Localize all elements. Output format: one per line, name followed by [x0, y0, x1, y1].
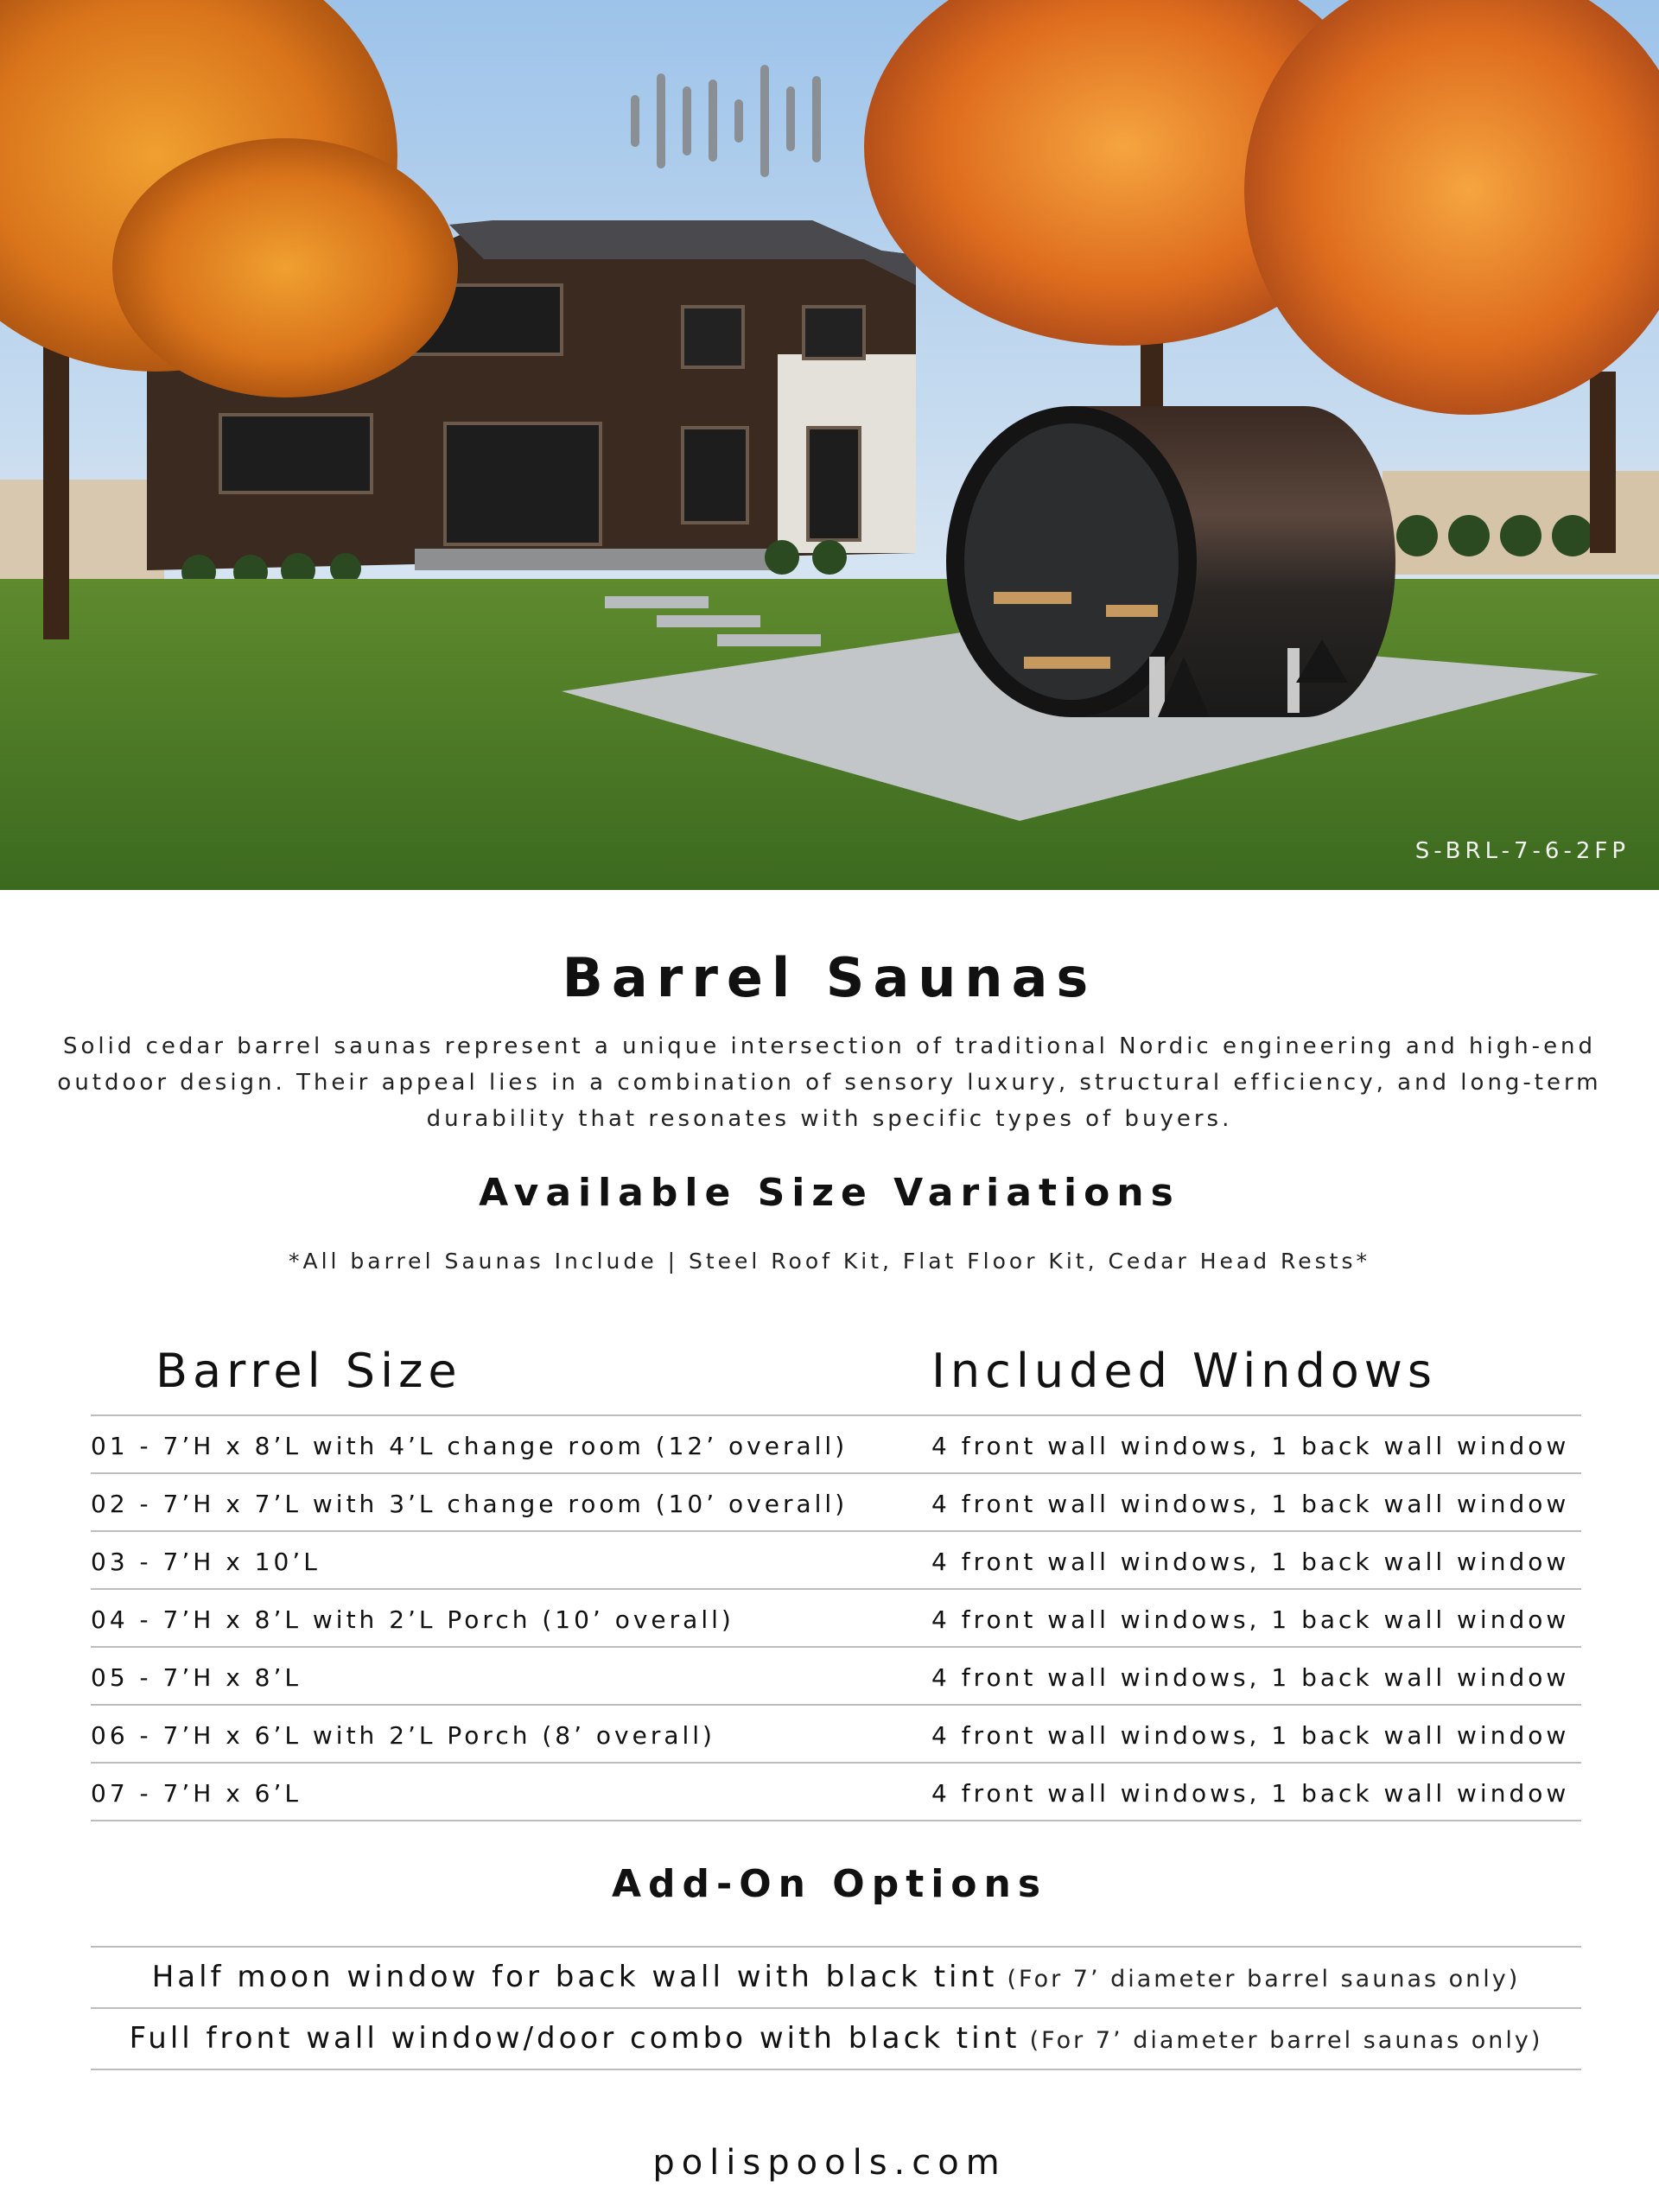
table-row	[91, 1706, 1581, 1764]
includes-note: *All barrel Saunas Include | Steel Roof Kit, Flat Floor Kit, Cedar Head Rests*	[288, 1249, 1371, 1274]
addon-note: (For 7’ diameter barrel saunas only)	[1007, 1966, 1521, 1993]
windows-cell: 4 front wall windows, 1 back wall window	[931, 1548, 1570, 1576]
table-header	[91, 1335, 1581, 1416]
windows-cell: 4 front wall windows, 1 back wall window	[931, 1605, 1570, 1634]
size-table	[91, 1335, 1581, 1821]
size-cell: 01 - 7’H x 8’L with 4’L change room (12’ overall)	[91, 1432, 849, 1460]
table-row	[91, 1416, 1581, 1474]
size-cell: 04 - 7’H x 8’L with 2’L Porch (10’ overall)	[91, 1605, 734, 1634]
size-cell: 06 - 7’H x 6’L with 2’L Porch (8’ overall)	[91, 1721, 715, 1750]
addon-item	[91, 1948, 1581, 2009]
barrel-sauna-photo	[0, 0, 1659, 890]
addons-heading: Add-On Options	[611, 1862, 1048, 1906]
size-cell: 03 - 7’H x 10’L	[91, 1548, 321, 1576]
size-cell: 02 - 7’H x 7’L with 3’L change room (10’ overall)	[91, 1490, 849, 1518]
windows-cell: 4 front wall windows, 1 back wall window	[931, 1663, 1570, 1692]
model-code: S-BRL-7-6-2FP	[1414, 838, 1630, 864]
table-row	[91, 1474, 1581, 1532]
addon-note: (For 7’ diameter barrel saunas only)	[1029, 2027, 1543, 2054]
hero-image	[0, 0, 1659, 890]
addons-list	[91, 1946, 1581, 2070]
intro-paragraph: Solid cedar barrel saunas represent a unique intersection of traditional Nordic engineering and high-end outdoor design. Their appeal lies in a combination of sensory luxury, structural efficiency, and long-term durability that resonates with specific types of buyers.	[57, 1033, 1602, 1132]
size-cell: 07 - 7’H x 6’L	[91, 1779, 302, 1808]
column-header-windows: Included Windows	[931, 1344, 1438, 1398]
windows-cell: 4 front wall windows, 1 back wall window	[931, 1490, 1570, 1518]
sizes-heading: Available Size Variations	[479, 1171, 1180, 1215]
addon-label: Half moon window for back wall with black tint	[151, 1960, 998, 1994]
footer-website[interactable]: polispools.com	[652, 2143, 1007, 2183]
addon-item	[91, 2009, 1581, 2070]
windows-cell: 4 front wall windows, 1 back wall window	[931, 1779, 1570, 1808]
table-row	[91, 1648, 1581, 1706]
size-cell: 05 - 7’H x 8’L	[91, 1663, 302, 1692]
windows-cell: 4 front wall windows, 1 back wall window	[931, 1432, 1570, 1460]
table-row	[91, 1764, 1581, 1821]
table-row	[91, 1532, 1581, 1590]
addon-label: Full front wall window/door combo with black tint	[129, 2021, 1020, 2056]
windows-cell: 4 front wall windows, 1 back wall window	[931, 1721, 1570, 1750]
table-row	[91, 1590, 1581, 1648]
page-title: Barrel Saunas	[562, 946, 1097, 1009]
column-header-size: Barrel Size	[156, 1344, 462, 1398]
